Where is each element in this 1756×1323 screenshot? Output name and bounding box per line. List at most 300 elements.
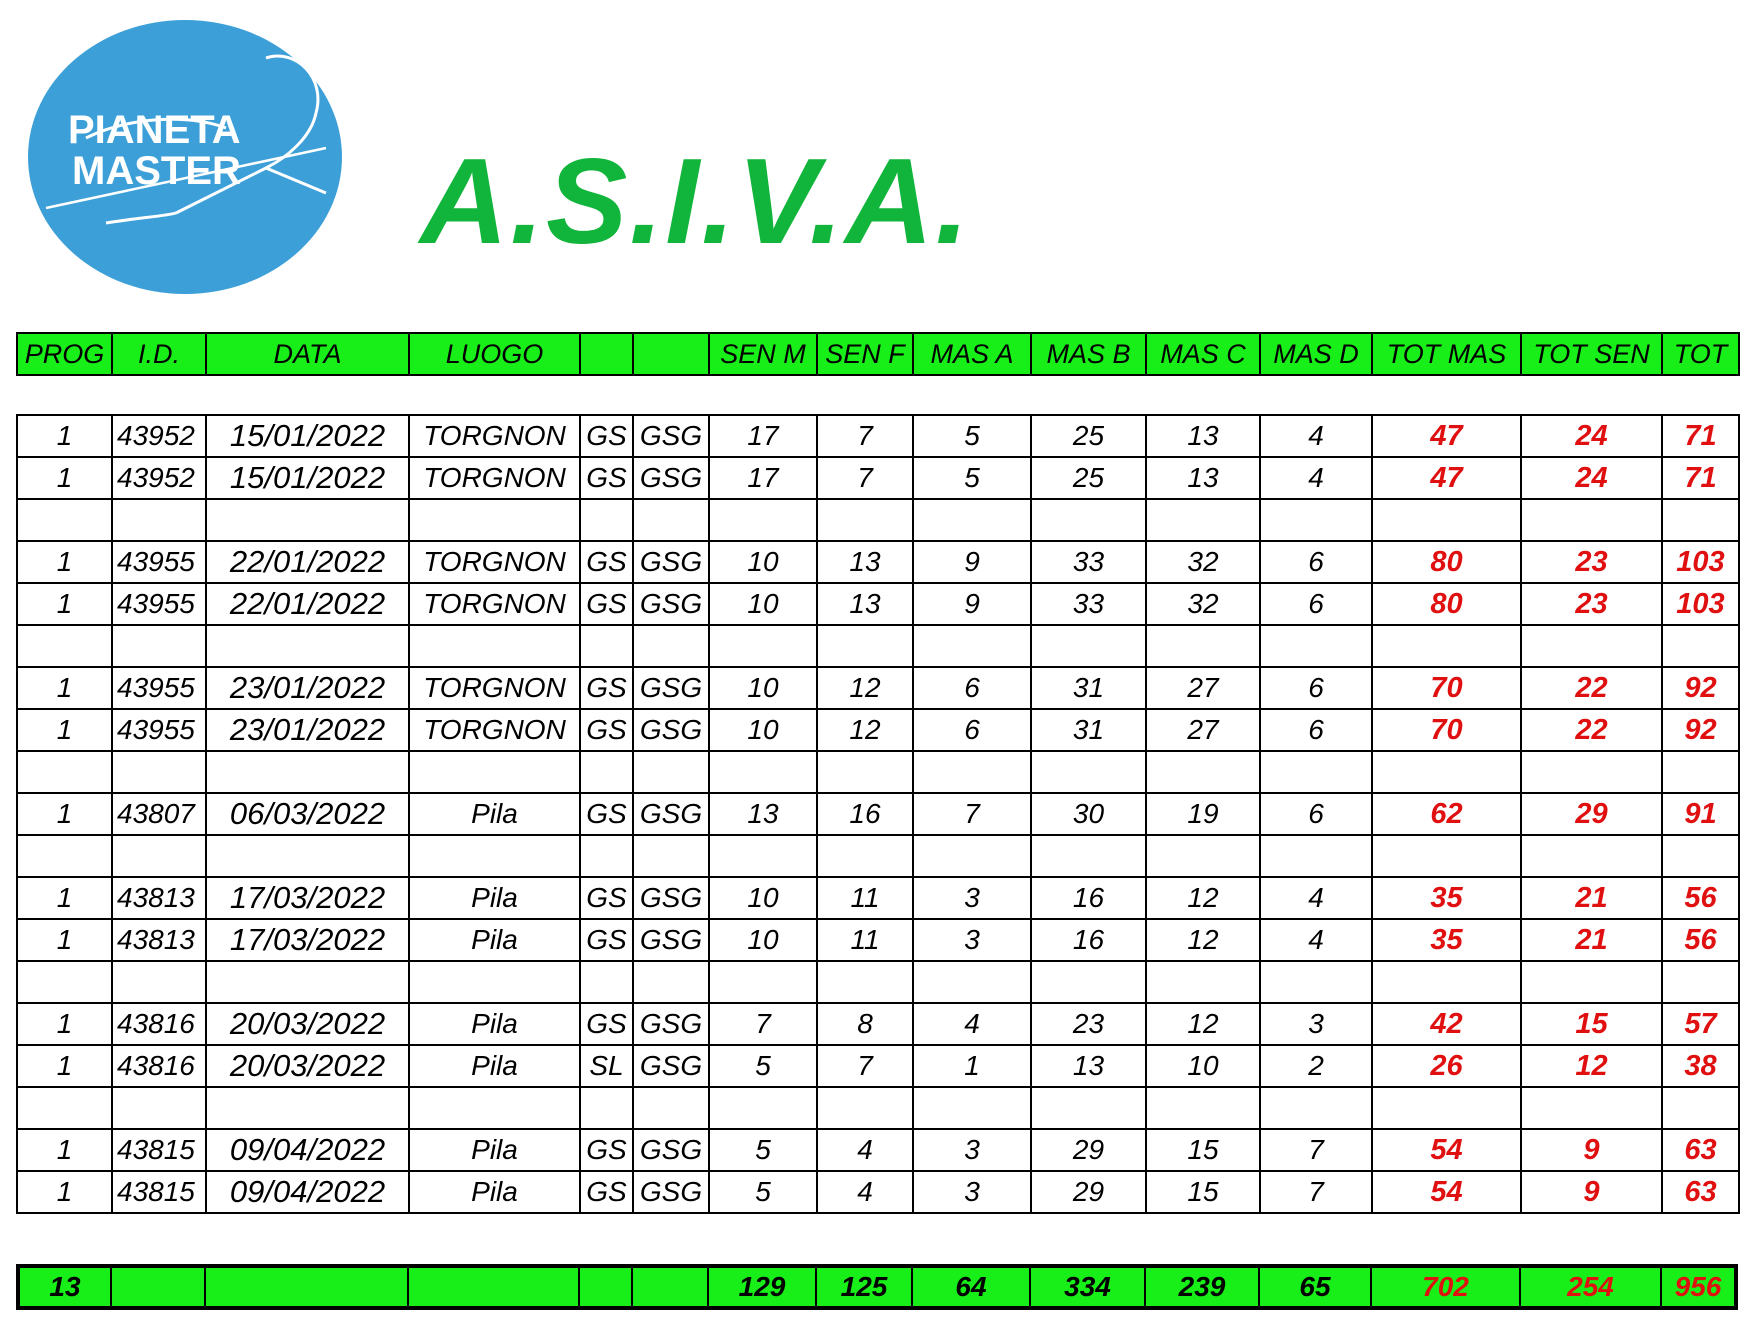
table-cell: 43815 xyxy=(112,1129,206,1171)
table-row xyxy=(17,1171,1739,1213)
table-cell: 103 xyxy=(1662,583,1739,625)
table-cell xyxy=(1372,751,1521,793)
table-cell: Pila xyxy=(409,793,580,835)
table-cell: 31 xyxy=(1031,709,1146,751)
table-cell xyxy=(1372,961,1521,1003)
table-cell xyxy=(1372,625,1521,667)
table-cell: 7 xyxy=(817,457,913,499)
table-cell: Pila xyxy=(409,1129,580,1171)
table-row xyxy=(17,919,1739,961)
header-cell: SEN F xyxy=(817,333,913,375)
table-cell: 1 xyxy=(17,1171,112,1213)
table-cell: TORGNON xyxy=(409,583,580,625)
table-cell: 31 xyxy=(1031,667,1146,709)
table-cell: 7 xyxy=(709,1003,817,1045)
table-cell: GSG xyxy=(633,457,709,499)
table-cell xyxy=(206,499,409,541)
table-cell: GSG xyxy=(633,793,709,835)
table-cell: GSG xyxy=(633,1129,709,1171)
table-row xyxy=(17,1129,1739,1171)
table-row xyxy=(17,877,1739,919)
table-cell xyxy=(206,625,409,667)
table-cell: 43815 xyxy=(112,1171,206,1213)
table-cell xyxy=(1260,625,1372,667)
table-cell: 10 xyxy=(1146,1045,1260,1087)
table-row xyxy=(17,1087,1739,1129)
table-cell: 54 xyxy=(1372,1129,1521,1171)
table-cell: GS xyxy=(580,877,633,919)
table-cell: 70 xyxy=(1372,709,1521,751)
table-row xyxy=(17,415,1739,457)
totals-table xyxy=(16,1264,1738,1310)
table-cell: 4 xyxy=(1260,415,1372,457)
table-cell: 9 xyxy=(1521,1171,1662,1213)
table-cell: 1 xyxy=(17,667,112,709)
table-cell xyxy=(112,625,206,667)
table-cell: 43816 xyxy=(112,1045,206,1087)
table-row xyxy=(17,1045,1739,1087)
table-cell: 1 xyxy=(17,1003,112,1045)
header-cell xyxy=(633,333,709,375)
table-cell: 11 xyxy=(817,877,913,919)
table-cell: 6 xyxy=(913,667,1031,709)
totals-cell: 65 xyxy=(1259,1266,1371,1308)
table-cell: 43952 xyxy=(112,415,206,457)
table-cell: 1 xyxy=(17,415,112,457)
table-cell: 15 xyxy=(1146,1129,1260,1171)
table-cell: 103 xyxy=(1662,541,1739,583)
table-cell: 8 xyxy=(817,1003,913,1045)
table-cell: GS xyxy=(580,793,633,835)
table-cell xyxy=(112,961,206,1003)
totals-cell: 13 xyxy=(18,1266,111,1308)
table-cell: GSG xyxy=(633,415,709,457)
table-cell xyxy=(1372,499,1521,541)
table-cell xyxy=(1521,835,1662,877)
table-cell xyxy=(1521,961,1662,1003)
table-cell: 70 xyxy=(1372,667,1521,709)
table-cell: 7 xyxy=(817,415,913,457)
header-cell: MAS A xyxy=(913,333,1031,375)
table-cell: 17 xyxy=(709,457,817,499)
table-cell: GS xyxy=(580,1129,633,1171)
table-cell: 1 xyxy=(17,793,112,835)
table-cell: 47 xyxy=(1372,415,1521,457)
table-cell xyxy=(1521,1087,1662,1129)
table-cell xyxy=(1031,751,1146,793)
totals-cell xyxy=(205,1266,408,1308)
table-cell: 15/01/2022 xyxy=(206,415,409,457)
header-cell: MAS B xyxy=(1031,333,1146,375)
table-cell xyxy=(112,1087,206,1129)
table-cell: 12 xyxy=(817,667,913,709)
table-cell: 35 xyxy=(1372,919,1521,961)
table-cell: 12 xyxy=(1146,919,1260,961)
table-cell: 1 xyxy=(17,877,112,919)
table-cell: 06/03/2022 xyxy=(206,793,409,835)
table-cell: 6 xyxy=(1260,541,1372,583)
table-cell xyxy=(633,499,709,541)
table-cell: 43816 xyxy=(112,1003,206,1045)
header-cell: I.D. xyxy=(112,333,206,375)
table-cell: 13 xyxy=(817,541,913,583)
table-cell xyxy=(1146,961,1260,1003)
table-cell: 3 xyxy=(913,919,1031,961)
table-row xyxy=(17,751,1739,793)
table-cell xyxy=(1662,625,1739,667)
table-cell: GSG xyxy=(633,583,709,625)
table-cell: GS xyxy=(580,919,633,961)
totals-cell xyxy=(408,1266,579,1308)
table-cell: 71 xyxy=(1662,415,1739,457)
table-cell: 38 xyxy=(1662,1045,1739,1087)
table-cell: 7 xyxy=(913,793,1031,835)
table-cell: 22 xyxy=(1521,709,1662,751)
table-cell: 23 xyxy=(1521,541,1662,583)
table-cell: Pila xyxy=(409,877,580,919)
table-cell: 56 xyxy=(1662,877,1739,919)
table-cell xyxy=(409,625,580,667)
table-cell xyxy=(17,1087,112,1129)
table-cell: 13 xyxy=(709,793,817,835)
table-cell xyxy=(206,751,409,793)
table-cell: GSG xyxy=(633,667,709,709)
table-cell: 19 xyxy=(1146,793,1260,835)
table-cell: 16 xyxy=(1031,877,1146,919)
table-cell: 15 xyxy=(1521,1003,1662,1045)
table-cell xyxy=(913,1087,1031,1129)
header-row xyxy=(17,333,1739,375)
table-cell: 4 xyxy=(913,1003,1031,1045)
table-cell xyxy=(1031,961,1146,1003)
table-cell: GSG xyxy=(633,919,709,961)
table-cell: 25 xyxy=(1031,415,1146,457)
totals-cell: 129 xyxy=(708,1266,816,1308)
table-cell: 22 xyxy=(1521,667,1662,709)
table-cell xyxy=(709,499,817,541)
table-cell xyxy=(1662,835,1739,877)
table-cell: 5 xyxy=(913,457,1031,499)
table-cell: 43807 xyxy=(112,793,206,835)
table-cell: 92 xyxy=(1662,709,1739,751)
table-cell: 12 xyxy=(817,709,913,751)
table-cell xyxy=(1372,835,1521,877)
table-cell: 1 xyxy=(17,919,112,961)
table-row xyxy=(17,625,1739,667)
table-cell: Pila xyxy=(409,919,580,961)
table-cell xyxy=(817,835,913,877)
table-cell: 24 xyxy=(1521,415,1662,457)
table-cell xyxy=(1260,961,1372,1003)
table-cell: 5 xyxy=(709,1171,817,1213)
table-cell xyxy=(1521,499,1662,541)
table-cell: 09/04/2022 xyxy=(206,1171,409,1213)
table-cell: GS xyxy=(580,667,633,709)
table-cell: 16 xyxy=(1031,919,1146,961)
table-cell: 29 xyxy=(1031,1129,1146,1171)
table-cell: 57 xyxy=(1662,1003,1739,1045)
table-cell: 43813 xyxy=(112,877,206,919)
table-cell: 10 xyxy=(709,709,817,751)
table-cell xyxy=(1146,499,1260,541)
table-cell: 33 xyxy=(1031,541,1146,583)
totals-row xyxy=(18,1266,1736,1308)
table-row xyxy=(17,793,1739,835)
pianeta-master-logo xyxy=(26,18,344,296)
table-cell xyxy=(817,751,913,793)
table-cell: Pila xyxy=(409,1003,580,1045)
table-cell: 32 xyxy=(1146,583,1260,625)
table-cell: 6 xyxy=(1260,583,1372,625)
table-cell: 1 xyxy=(17,709,112,751)
table-cell: 25 xyxy=(1031,457,1146,499)
table-cell: 1 xyxy=(17,583,112,625)
totals-cell xyxy=(111,1266,205,1308)
table-row xyxy=(17,1003,1739,1045)
table-cell xyxy=(1662,1087,1739,1129)
table-cell: 6 xyxy=(913,709,1031,751)
table-cell: GS xyxy=(580,541,633,583)
table-cell: 10 xyxy=(709,877,817,919)
table-cell: 54 xyxy=(1372,1171,1521,1213)
table-cell: 56 xyxy=(1662,919,1739,961)
totals-cell xyxy=(579,1266,632,1308)
table-cell xyxy=(913,961,1031,1003)
table-cell: 42 xyxy=(1372,1003,1521,1045)
table-cell: 1 xyxy=(17,1129,112,1171)
table-cell: 1 xyxy=(17,1045,112,1087)
table-cell: 80 xyxy=(1372,541,1521,583)
table-cell xyxy=(1146,1087,1260,1129)
table-cell: 2 xyxy=(1260,1045,1372,1087)
table-cell: 15/01/2022 xyxy=(206,457,409,499)
table-cell: 11 xyxy=(817,919,913,961)
table-cell xyxy=(1146,751,1260,793)
table-cell xyxy=(112,835,206,877)
table-cell: 5 xyxy=(709,1045,817,1087)
table-cell: 7 xyxy=(817,1045,913,1087)
table-cell: 22/01/2022 xyxy=(206,583,409,625)
table-cell: 27 xyxy=(1146,667,1260,709)
table-cell: 9 xyxy=(913,541,1031,583)
table-cell xyxy=(1521,625,1662,667)
table-row xyxy=(17,667,1739,709)
table-cell xyxy=(1260,1087,1372,1129)
table-cell xyxy=(17,751,112,793)
table-cell xyxy=(206,961,409,1003)
table-cell: 5 xyxy=(709,1129,817,1171)
table-cell: 12 xyxy=(1146,877,1260,919)
table-cell: 92 xyxy=(1662,667,1739,709)
table-cell: 4 xyxy=(817,1129,913,1171)
table-row xyxy=(17,961,1739,1003)
table-cell: 80 xyxy=(1372,583,1521,625)
table-cell: 9 xyxy=(913,583,1031,625)
table-cell: 7 xyxy=(1260,1129,1372,1171)
table-cell: 17/03/2022 xyxy=(206,919,409,961)
table-cell xyxy=(409,751,580,793)
table-cell xyxy=(17,961,112,1003)
table-cell xyxy=(580,1087,633,1129)
table-cell xyxy=(409,499,580,541)
table-cell: 1 xyxy=(17,541,112,583)
table-cell: 17 xyxy=(709,415,817,457)
table-cell: 26 xyxy=(1372,1045,1521,1087)
table-cell: 21 xyxy=(1521,877,1662,919)
header-cell: TOT xyxy=(1662,333,1739,375)
table-cell xyxy=(1662,499,1739,541)
table-cell: GSG xyxy=(633,541,709,583)
totals-cell: 125 xyxy=(816,1266,912,1308)
table-cell: 13 xyxy=(1146,415,1260,457)
totals-cell: 254 xyxy=(1520,1266,1661,1308)
table-cell: 1 xyxy=(17,457,112,499)
table-cell xyxy=(17,835,112,877)
table-cell xyxy=(633,751,709,793)
table-cell: 32 xyxy=(1146,541,1260,583)
table-cell xyxy=(1521,751,1662,793)
table-row xyxy=(17,541,1739,583)
table-cell: GSG xyxy=(633,1045,709,1087)
table-cell: TORGNON xyxy=(409,457,580,499)
table-cell: 5 xyxy=(913,415,1031,457)
totals-cell xyxy=(632,1266,708,1308)
table-cell: TORGNON xyxy=(409,667,580,709)
table-cell: 43955 xyxy=(112,541,206,583)
table-cell: SL xyxy=(580,1045,633,1087)
table-cell: 3 xyxy=(913,1171,1031,1213)
table-cell xyxy=(1662,751,1739,793)
page-title: A.S.I.V.A. xyxy=(420,133,972,269)
table-cell: 23/01/2022 xyxy=(206,709,409,751)
table-cell xyxy=(1031,835,1146,877)
table-cell xyxy=(1031,1087,1146,1129)
table-cell: TORGNON xyxy=(409,415,580,457)
table-cell xyxy=(112,499,206,541)
table-cell xyxy=(817,961,913,1003)
table-cell xyxy=(580,625,633,667)
table-cell xyxy=(17,625,112,667)
table-cell xyxy=(580,961,633,1003)
table-cell: 13 xyxy=(817,583,913,625)
table-cell: 10 xyxy=(709,541,817,583)
table-cell: GSG xyxy=(633,877,709,919)
table-cell: 12 xyxy=(1146,1003,1260,1045)
table-cell: 23 xyxy=(1031,1003,1146,1045)
table-cell xyxy=(913,499,1031,541)
totals-cell: 956 xyxy=(1661,1266,1736,1308)
table-cell: 29 xyxy=(1521,793,1662,835)
table-cell: 16 xyxy=(817,793,913,835)
table-cell: 27 xyxy=(1146,709,1260,751)
logo-line2: MASTER xyxy=(72,149,241,193)
table-cell xyxy=(580,499,633,541)
table-cell: 3 xyxy=(913,1129,1031,1171)
table-cell xyxy=(17,499,112,541)
table-cell: 91 xyxy=(1662,793,1739,835)
table-cell: 47 xyxy=(1372,457,1521,499)
table-cell: 20/03/2022 xyxy=(206,1045,409,1087)
header-cell: TOT MAS xyxy=(1372,333,1521,375)
header-cell: TOT SEN xyxy=(1521,333,1662,375)
header-cell xyxy=(580,333,633,375)
table-cell: 10 xyxy=(709,667,817,709)
table-cell: 63 xyxy=(1662,1129,1739,1171)
table-cell xyxy=(206,1087,409,1129)
table-cell xyxy=(633,625,709,667)
table-cell: 6 xyxy=(1260,667,1372,709)
table-cell: GS xyxy=(580,583,633,625)
header-table xyxy=(16,332,1740,376)
table-cell xyxy=(633,1087,709,1129)
table-cell: 4 xyxy=(1260,877,1372,919)
table-cell: 10 xyxy=(709,919,817,961)
table-cell: 43955 xyxy=(112,667,206,709)
table-cell xyxy=(580,751,633,793)
table-cell xyxy=(633,961,709,1003)
table-cell xyxy=(1372,1087,1521,1129)
table-cell: 30 xyxy=(1031,793,1146,835)
table-cell: 22/01/2022 xyxy=(206,541,409,583)
table-cell xyxy=(817,499,913,541)
table-cell: 29 xyxy=(1031,1171,1146,1213)
table-cell: 4 xyxy=(817,1171,913,1213)
table-cell: GSG xyxy=(633,709,709,751)
table-cell: 43813 xyxy=(112,919,206,961)
table-cell: 9 xyxy=(1521,1129,1662,1171)
header-cell: SEN M xyxy=(709,333,817,375)
table-cell xyxy=(206,835,409,877)
table-cell: 43955 xyxy=(112,583,206,625)
table-cell xyxy=(913,625,1031,667)
table-cell: Pila xyxy=(409,1045,580,1087)
table-cell: 15 xyxy=(1146,1171,1260,1213)
table-cell: 6 xyxy=(1260,793,1372,835)
table-cell: 3 xyxy=(913,877,1031,919)
table-cell: GSG xyxy=(633,1003,709,1045)
table-cell: 10 xyxy=(709,583,817,625)
table-cell xyxy=(709,751,817,793)
table-cell: 23 xyxy=(1521,583,1662,625)
table-cell xyxy=(709,961,817,1003)
table-cell xyxy=(1031,499,1146,541)
table-cell: 71 xyxy=(1662,457,1739,499)
totals-cell: 239 xyxy=(1145,1266,1259,1308)
table-cell xyxy=(1662,961,1739,1003)
table-cell: 62 xyxy=(1372,793,1521,835)
table-cell xyxy=(709,835,817,877)
table-cell xyxy=(1260,835,1372,877)
table-cell xyxy=(817,625,913,667)
table-cell xyxy=(817,1087,913,1129)
header-cell: MAS C xyxy=(1146,333,1260,375)
table-row xyxy=(17,835,1739,877)
totals-cell: 334 xyxy=(1030,1266,1145,1308)
table-cell: GSG xyxy=(633,1171,709,1213)
table-cell: 21 xyxy=(1521,919,1662,961)
table-cell xyxy=(913,835,1031,877)
table-cell xyxy=(580,835,633,877)
table-cell: 1 xyxy=(913,1045,1031,1087)
table-cell: Pila xyxy=(409,1171,580,1213)
table-cell: GS xyxy=(580,457,633,499)
table-cell: 33 xyxy=(1031,583,1146,625)
table-cell: TORGNON xyxy=(409,709,580,751)
table-cell: 63 xyxy=(1662,1171,1739,1213)
table-cell: GS xyxy=(580,415,633,457)
table-cell: 6 xyxy=(1260,709,1372,751)
table-cell xyxy=(112,751,206,793)
